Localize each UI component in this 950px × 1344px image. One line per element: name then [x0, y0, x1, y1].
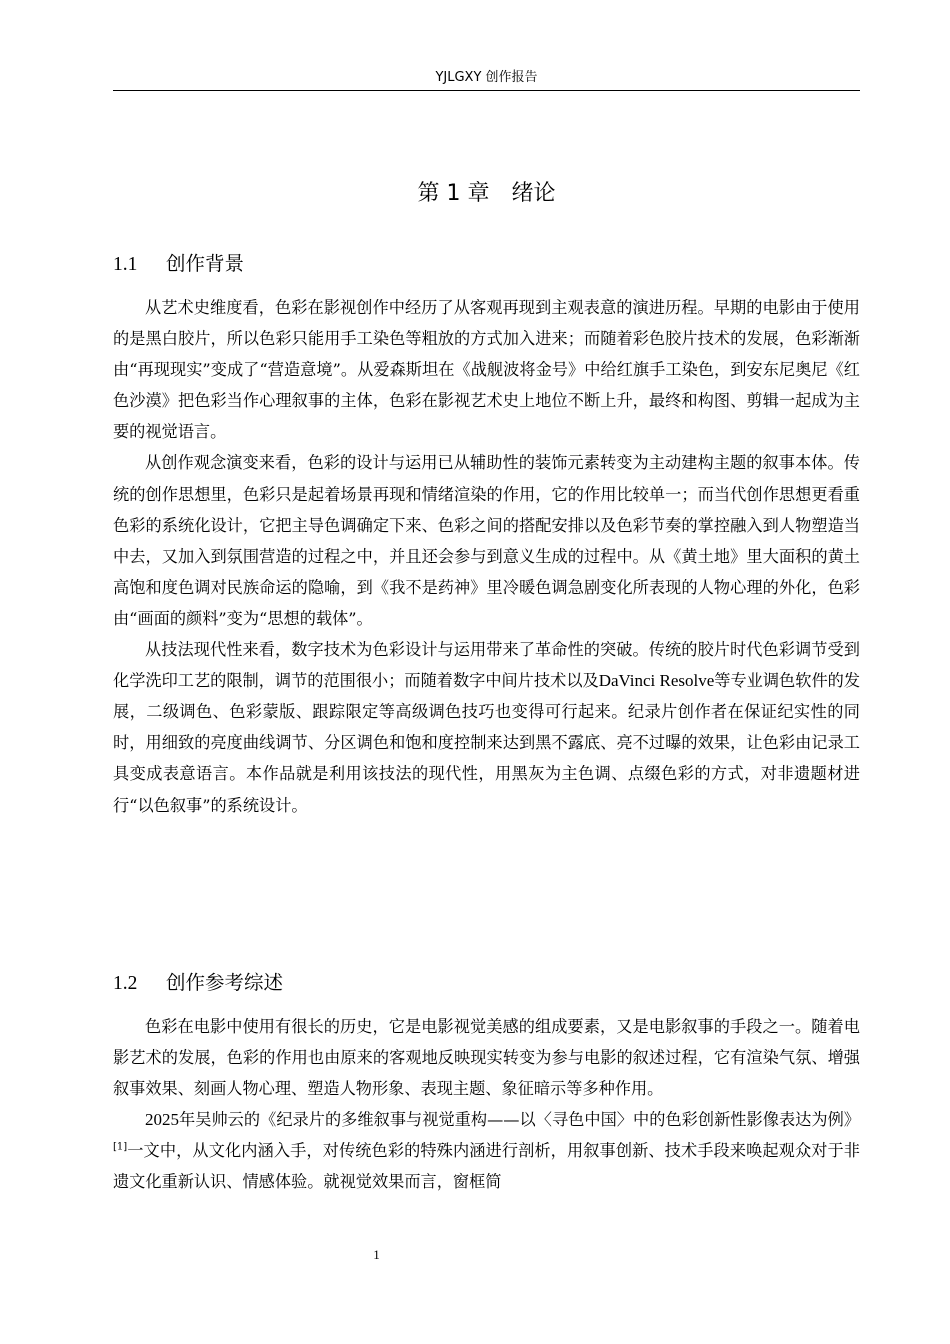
chapter-title	[113, 177, 860, 211]
paragraph: 从创作观念演变来看，色彩的设计与运用已从辅助性的装饰元素转变为主动建构主题的叙事本体。传统的创作思想里，色彩只是起着场景再现和情绪渲染的作用，它的作用比较单一；而当代创作思想更看重色彩的系统化设计，它把主导色调确定下来、色彩之间的搭配安排以及色彩节奏的掌控融入到人物塑造当中去，又加入到氛围营造的过程之中，并且还会参与到意义生成的过程中。从《黄土地》里大面积的黄土高饱和度色调对民族命运的隐喻，到《我不是药神》里冷暖色调急剧变化所表现的人物心理的外化，色彩由“画面的颜料”变为“思想的载体”。	[113, 453, 860, 628]
section-heading-1-2	[113, 968, 283, 999]
section-heading-1-1	[113, 249, 244, 280]
software-name: DaVinci Resolve	[598, 671, 715, 691]
citation-marker[interactable]: [1]	[113, 1141, 128, 1153]
chapter-number: 第 1 章	[417, 181, 490, 206]
year: 2025	[145, 1110, 179, 1130]
paragraph-text: 等专业调色软件的发展，二级调色、色彩蒙版、跟踪限定等高级调色技巧也变得可行起来。纪录片创作者在保证纪实性的同时，用细致的亮度曲线调节、分区调色和饱和度控制来达到黑不露底、亮不过曝的效果，让色彩由记录工具变成表意语言。本作品就是利用该技法的现代性，用黑灰为主色调、点缀色彩的方式，对非遗题材进行“以色叙事”的系统设计。	[113, 671, 861, 815]
section-body-1-1	[113, 292, 860, 821]
running-header: YJLGXY 创作报告	[435, 70, 538, 85]
paragraph: 从艺术史维度看，色彩在影视创作中经历了从客观再现到主观表意的演进历程。早期的电影由于使用的是黑白胶片，所以色彩只能用手工染色等粗放的方式加入进来；而随着彩色胶片技术的发展，色彩渐渐由“再现现实”变成了“营造意境”。从爱森斯坦在《战舰波将金号》中给红旗手工染色，到安东尼奥尼《红色沙漠》把色彩当作心理叙事的主体，色彩在影视艺术史上地位不断上升，最终和构图、剪辑一起成为主要的视觉语言。	[113, 298, 860, 442]
section-title: 创作背景	[166, 252, 245, 275]
paragraph	[113, 634, 860, 821]
section-number: 1.1	[113, 254, 138, 275]
paragraph: 色彩在电影中使用有很长的历史，它是电影视觉美感的组成要素，又是电影叙事的手段之一。随着电影艺术的发展，色彩的作用也由原来的客观地反映现实转变为参与电影的叙述过程，它有渲染气氛、增强叙事效果、刻画人物心理、塑造人物形象、表现主题、象征暗示等多种作用。	[113, 1017, 860, 1099]
paragraph-text: 一文中，从文化内涵入手，对传统色彩的特殊内涵进行剖析，用叙事创新、技术手段来唤起观众对于非遗文化重新认识、情感体验。就视觉效果而言，窗框简	[113, 1141, 860, 1192]
section-title: 创作参考综述	[166, 971, 284, 994]
section-number: 1.2	[113, 973, 138, 994]
paragraph-text: 从技法现代性来看，数字技术为色彩设计与运用带来了革命性的突破。传统的胶片时代色彩调节受到化学洗印工艺的限制，调节的范围很小；而随着数字中间片技术以及	[113, 640, 860, 691]
paragraph-text: 年吴帅云的《纪录片的多维叙事与视觉重构——以〈寻色中国〉中的色彩创新性影像表达为例》	[179, 1110, 860, 1130]
paragraph	[113, 1104, 860, 1197]
chapter-name: 绪论	[511, 181, 556, 206]
page-number: 1	[373, 1247, 380, 1262]
section-body-1-2	[113, 1011, 860, 1198]
header-rule	[113, 90, 860, 91]
